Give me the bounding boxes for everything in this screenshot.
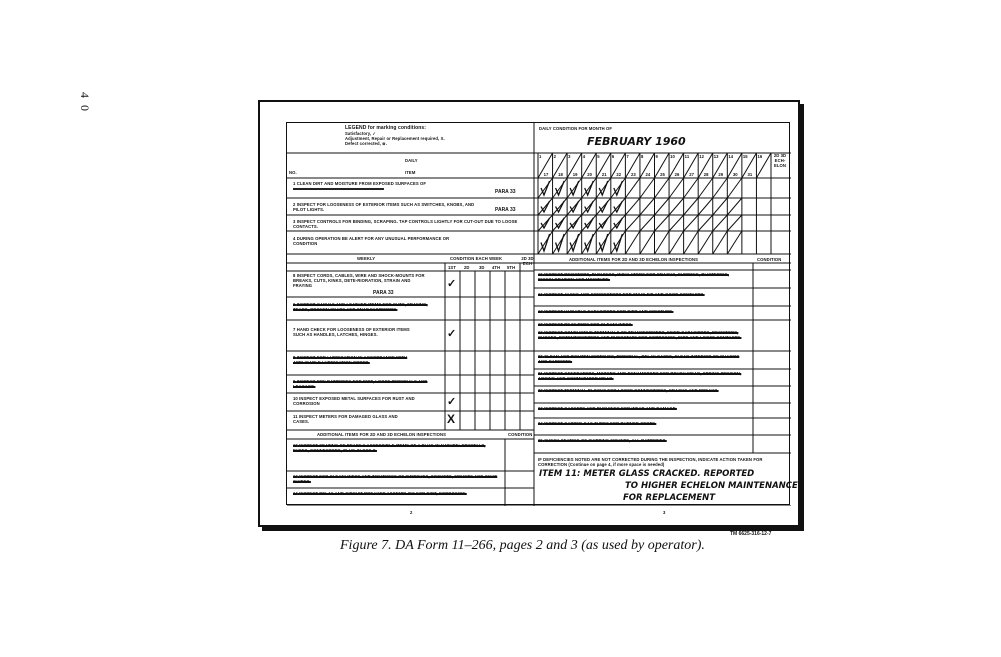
day-label-bottom: 19 (572, 172, 578, 177)
day-label-top: 11 (684, 154, 690, 159)
weekly-item-9 (293, 379, 433, 389)
right-item-15 (538, 272, 743, 282)
day-label-bottom: 17 (543, 172, 549, 177)
weekly-item-5 (293, 273, 428, 288)
weekly-item-10-mark[interactable]: ✓ (447, 396, 457, 408)
additional-item-13-no: 13 (293, 474, 298, 479)
daily-item-2-ref: PARA 33 (495, 207, 516, 213)
day-cell-diagonal (655, 178, 670, 198)
daily-item-4-text: DURING OPERATION BE ALERT FOR ANY UNUSUAL PERFORMANCE OR CONDITION (293, 236, 450, 246)
daily-item-1-text: CLEAN DIRT AND MOISTURE FROM EXPOSED SURFACES OF (296, 181, 427, 186)
right-item-24 (538, 421, 743, 426)
day-cell-diagonal (640, 231, 655, 254)
day-cell-diagonal (684, 231, 699, 254)
day-label-bottom: 22 (616, 172, 622, 177)
day-label-top: 4 (582, 154, 586, 159)
day-cell-diagonal (655, 231, 670, 254)
day-cell-diagonal (538, 215, 553, 231)
right-additional-header: ADDITIONAL ITEMS FOR 2D AND 3D ECHELON INSPECTIONS (569, 257, 699, 262)
week-5th: 5TH (507, 265, 516, 270)
right-item-20 (538, 354, 743, 364)
daily-item-3-no: 3 (293, 219, 296, 224)
legend-defect: Defect corrected, ⊗. (345, 141, 388, 146)
additional-item-13-text: INSPECT FOR CLEANLINESS AND TIGHTNESS OF SWITCHES, SOCKETS, MOUNTS AND WAVE GUIDES. (293, 474, 498, 484)
day-label-top: 5 (597, 154, 600, 159)
day-cell-diagonal (596, 198, 611, 215)
weekly-item-8 (293, 355, 433, 365)
day-cell-diagonal (655, 215, 670, 231)
page-number: 4 0 (78, 92, 92, 113)
right-item-17 (538, 309, 743, 314)
day-label-bottom: 21 (601, 172, 607, 177)
day-cell-diagonal (538, 198, 553, 215)
weekly-item-8-no: 8 (293, 355, 296, 360)
weekly-item-5-mark[interactable]: ✓ (447, 278, 457, 290)
day-cell-diagonal (582, 198, 597, 215)
day-label-bottom: 24 (645, 172, 651, 177)
day-label-bottom: 26 (674, 172, 680, 177)
daily-header: DAILY (405, 158, 418, 163)
page-left-number: 2 (410, 510, 413, 515)
weekly-item-10-no: 10 (293, 396, 298, 401)
right-item-22-no: 22 (538, 388, 543, 393)
daily-item-2-text: INSPECT FOR LOOSENESS OF EXTERIOR ITEMS SUCH AS SWITCHES, KNOBS, AND PILOT LIGHTS. (293, 202, 475, 212)
additional-item-14-no: 14 (293, 491, 298, 496)
right-item-21 (538, 371, 743, 381)
day-label-bottom: 30 (732, 172, 738, 177)
day-cell-diagonal (553, 198, 568, 215)
day-cell-diagonal (713, 215, 728, 231)
right-item-17-text: INSPECT VARIABLE CAPACITORS FOR DIRT AND MOISTURE. (544, 309, 674, 314)
da-form (286, 122, 798, 505)
right-item-17-no: 17 (538, 309, 543, 314)
right-item-15-text: INSPECT RESISTORS, BUSHINGS, INSULATORS FOR CRACKS, CHIPPING, BLISTERING, DISCOLORATION AND MOISTURE. (538, 272, 729, 282)
handwritten-note-2[interactable]: TO HIGHER ECHELON MAINTENANCE (625, 481, 798, 491)
day-cell-diagonal (611, 231, 626, 254)
daily-item-1-ref: PARA 33 (495, 189, 516, 195)
day-cell-diagonal (698, 178, 713, 198)
day-label-bottom: 25 (660, 172, 665, 177)
tm-code: TM 6625-316-12-7 (730, 531, 772, 537)
day-cell-diagonal (538, 231, 553, 254)
day-cell-diagonal (625, 198, 640, 215)
week-1st: 1ST (448, 265, 456, 270)
weekly-header: WEEKLY (357, 256, 376, 261)
day-cell-diagonal (582, 178, 597, 198)
right-item-20-text: CLEAN AND TIGHTEN SWITCHES, TERMINAL, RELAY CASES, CLEAN INTERIOR OF CHASSIS AND CABINETS. (538, 354, 740, 364)
day-cell-diagonal (698, 198, 713, 215)
daily-item-3-text: INSPECT CONTROLS FOR BINDING, SCRAPING. TAP CONTROLS LIGHTLY FOR CUT-OUT DUE TO LOOSE CONTACTS. (293, 219, 518, 229)
day-cell-diagonal (669, 198, 684, 215)
day-label-top: 12 (699, 154, 705, 159)
day-cell-diagonal (669, 178, 684, 198)
day-cell-diagonal (553, 215, 568, 231)
weekly-item-7 (293, 327, 423, 337)
daily-item-4-no: 4 (293, 236, 296, 241)
day-label-top: 2 (553, 154, 556, 159)
day-cell-diagonal (596, 178, 611, 198)
day-cell-diagonal (684, 198, 699, 215)
weekly-item-9-text: INSPECT DRY BATTERIES FOR DIRT, LOOSE TERMINALS AND LEAKAGE. (293, 379, 428, 389)
day-cell-diagonal (625, 215, 640, 231)
daily-item-1-struck (293, 186, 443, 191)
day-cell-diagonal (640, 215, 655, 231)
weekly-item-6-no: 6 (293, 302, 296, 307)
daily-item-4 (293, 236, 463, 246)
daily-item-3 (293, 219, 523, 229)
day-cell-diagonal (727, 178, 742, 198)
weekly-item-7-text: HAND CHECK FOR LOOSENESS OF EXTERIOR ITEMS SUCH AS HANDLES, LATCHES, HINGES. (293, 327, 410, 337)
weekly-item-10-text: INSPECT EXPOSED METAL SURFACES FOR RUST AND CORROSION (293, 396, 415, 406)
day-cell-diagonal (582, 231, 597, 254)
weekly-item-9-no: 9 (293, 379, 296, 384)
weekly-item-11 (293, 414, 403, 424)
day-label-top: 8 (640, 154, 644, 159)
right-item-25 (538, 438, 743, 443)
additional-item-12-text: INSPECT SEATING OF READILY ACCESSIBLE ITEMS OF A PLUG-IN NATURE: CRYSTALS, FUSES, CONNECTORS, PLUG-IN COILS. (293, 443, 486, 453)
deficiency-note: IF DEFICIENCIES NOTED ARE NOT CORRECTED DURING THE INSPECTION, INDICATE ACTION TAKEN FOR CORRECTION (Continue on page 4, if more space is needed) (538, 457, 763, 467)
weekly-item-11-mark[interactable]: X (447, 412, 456, 426)
weekly-item-8-text: INSPECT FOR LUBRICATION IN ACCORDANCE WITH APPLICABLE LUBRICATION ORDER. (293, 355, 408, 365)
day-cell-diagonal (611, 198, 626, 215)
day-cell-diagonal (611, 178, 626, 198)
daily-item-2 (293, 202, 483, 212)
month-entry[interactable]: FEBRUARY 1960 (587, 135, 686, 148)
no-label: NO. (289, 170, 297, 175)
day-cell-diagonal (698, 231, 713, 254)
handwritten-note-3[interactable]: FOR REPLACEMENT (623, 493, 716, 503)
right-item-18 (538, 322, 743, 327)
day-cell-diagonal (684, 215, 699, 231)
week-3d: 3D (479, 265, 485, 270)
right-item-16-text: INSPECT JACKS AND CONNECTORS FOR SNUG FIT AND GOOD CONTACTS. (544, 292, 705, 297)
right-item-22 (538, 388, 743, 393)
right-item-23-no: 23 (538, 406, 543, 411)
right-item-15-no: 15 (538, 272, 543, 277)
day-cell-diagonal (713, 178, 728, 198)
day-cell-diagonal (698, 215, 713, 231)
right-condition-label: CONDITION (757, 257, 782, 262)
day-cell-diagonal (640, 178, 655, 198)
daily-item-2-no: 2 (293, 202, 296, 207)
right-item-25-text: CHECK SEATING OF SHIPPING MOUNTS, ALL BATTERIES. (544, 438, 667, 443)
weekly-item-11-text: INSPECT METERS FOR DAMAGED GLASS AND CASES. (293, 414, 398, 424)
day-cell-diagonal (596, 231, 611, 254)
right-item-19-text: INSPECT CONDUCTIVE TERMINALS OF TRANSFORMERS, FIXED CAPACITORS, RESISTORS, CHOKES, POTENTIOMETERS AND RHEOSTATS FOR CORROSION, DIRT AND LOOSE CONTACTS. (538, 330, 742, 340)
day-cell-diagonal (553, 178, 568, 198)
day-label-top: 15 (742, 154, 748, 159)
day-cell-diagonal (567, 215, 582, 231)
right-item-18-text: INSPECT RF FILTERS FOR CLEANLINESS. (544, 322, 633, 327)
day-cell-diagonal (553, 231, 568, 254)
additional-item-14-text: INSPECT RELAY AND CIRCUIT BREAKER ASSEMBLIES FOR DIRT, CORROSION. (299, 491, 467, 496)
additional-item-12 (293, 443, 498, 453)
right-item-21-text: INSPECT GENERATORS, MOTORS AND DYNAMOTORS FOR BRUSH WEAR, SPRING TENSION, ARCING AND COMMUTATOR WEAR. (538, 371, 742, 381)
day-label-top: 16 (757, 154, 763, 159)
day-label-bottom: 23 (630, 172, 636, 177)
day-label-bottom: 29 (718, 172, 724, 177)
week-4th: 4TH (492, 265, 501, 270)
legend-adjustment: Adjustment, Repair or Replacement required, X. (345, 136, 445, 141)
day-cell-diagonal (596, 215, 611, 231)
right-item-24-no: 24 (538, 421, 543, 426)
echelon-label: 2D 3D ECH-ELON (773, 153, 787, 168)
day-cell-diagonal (567, 178, 582, 198)
day-label-top: 1 (539, 154, 542, 159)
right-item-23 (538, 406, 743, 411)
day-cell-diagonal (669, 231, 684, 254)
handwritten-note-1[interactable]: ITEM 11: METER GLASS CRACKED. REPORTED (539, 469, 755, 479)
weekly-item-7-no: 7 (293, 327, 296, 332)
day-label-bottom: 27 (689, 172, 695, 177)
weekly-item-11-no: 11 (293, 414, 298, 419)
day-cell-diagonal (727, 215, 742, 231)
right-item-20-no: 20 (538, 354, 543, 359)
day-cell-diagonal (727, 231, 742, 254)
right-item-23-text: INSPECT GASKETS AND BUSHINGS FOR WEAR AND DAMAGE. (544, 406, 677, 411)
right-item-25-no: 25 (538, 438, 543, 443)
week-2d: 2D (464, 265, 470, 270)
day-cell-diagonal (669, 215, 684, 231)
day-cell-diagonal (611, 215, 626, 231)
figure-caption: Figure 7. DA Form 11–266, pages 2 and 3 (as used by operator). (340, 538, 705, 553)
day-cell-diagonal (684, 178, 699, 198)
day-cell-diagonal (655, 198, 670, 215)
day-label-top: 9 (655, 154, 658, 159)
right-item-16-no: 16 (538, 292, 543, 297)
condition-each-week: CONDITION EACH WEEK (450, 256, 503, 261)
right-item-24-text: INSPECT CAPPED GAS TUBES FOR BURNED SPOTS. (544, 421, 657, 426)
legend-satisfactory: Satisfactory, ✓ (345, 131, 376, 136)
day-label-bottom: 28 (703, 172, 709, 177)
additional-item-14 (293, 491, 498, 496)
weekly-item-5-ref: PARA 33 (373, 290, 394, 296)
left-additional-header: ADDITIONAL ITEMS FOR 2D AND 3D ECHELON INSPECTIONS (317, 432, 447, 437)
day-cell-diagonal (713, 198, 728, 215)
day-cell-diagonal (713, 231, 728, 254)
right-item-22-text: INSPECT TERMINAL BLOCKS FOR LOOSE CONNECTIONS, CRACKS AND BREAKS. (544, 388, 719, 393)
item-label: ITEM (405, 170, 416, 175)
day-label-bottom: 31 (747, 172, 753, 177)
additional-item-12-no: 12 (293, 443, 298, 448)
day-cell-diagonal (640, 198, 655, 215)
weekly-item-6-text: INSPECT CANVAS AND LEATHER ITEMS FOR CUTS, FRAYING, TEARS, BROKEN SNAPS AND SNAP FASTENERS. (293, 302, 428, 312)
additional-item-13 (293, 474, 498, 484)
daily-item-1-no: 1 (293, 181, 296, 186)
weekly-item-6 (293, 302, 433, 312)
weekly-echelon: 2D 3D ECH (521, 256, 534, 266)
day-cell-diagonal (625, 178, 640, 198)
day-cell-diagonal (727, 198, 742, 215)
day-label-bottom: 20 (587, 172, 593, 177)
day-label-top: 10 (670, 154, 675, 159)
day-cell-diagonal (582, 215, 597, 231)
day-label-top: 13 (713, 154, 719, 159)
weekly-item-7-mark[interactable]: ✓ (447, 328, 457, 340)
day-label-top: 6 (611, 154, 615, 159)
day-cell-diagonal (538, 178, 553, 198)
daily-condition-header: DAILY CONDITION FOR MONTH OF (539, 126, 613, 131)
day-label-bottom: 18 (558, 172, 563, 177)
day-label-top: 3 (568, 154, 571, 159)
right-item-19 (538, 330, 743, 340)
left-condition-label: CONDITION (508, 432, 533, 437)
weekly-item-10 (293, 396, 433, 406)
day-cell-diagonal (567, 198, 582, 215)
right-item-18-no: 18 (538, 322, 543, 327)
day-cell-diagonal (625, 231, 640, 254)
right-item-19-no: 19 (538, 330, 543, 335)
day-label-top: 7 (626, 154, 629, 159)
day-cell-diagonal (567, 231, 582, 254)
right-item-21-no: 21 (538, 371, 543, 376)
weekly-item-5-no: 8 (293, 273, 296, 278)
legend-title: LEGEND for marking conditions: (345, 125, 427, 131)
legend (345, 126, 530, 146)
right-item-16 (538, 292, 743, 297)
page-right-number: 3 (663, 510, 666, 515)
day-label-top: 14 (728, 154, 734, 159)
weekly-item-5-text: INSPECT CORDS, CABLES, WIRE AND SHOCK-MOUNTS FOR BREAKS, CUTS, KINKS, DETE-RIORATION, STRAIN AND FRAYING (293, 273, 425, 288)
